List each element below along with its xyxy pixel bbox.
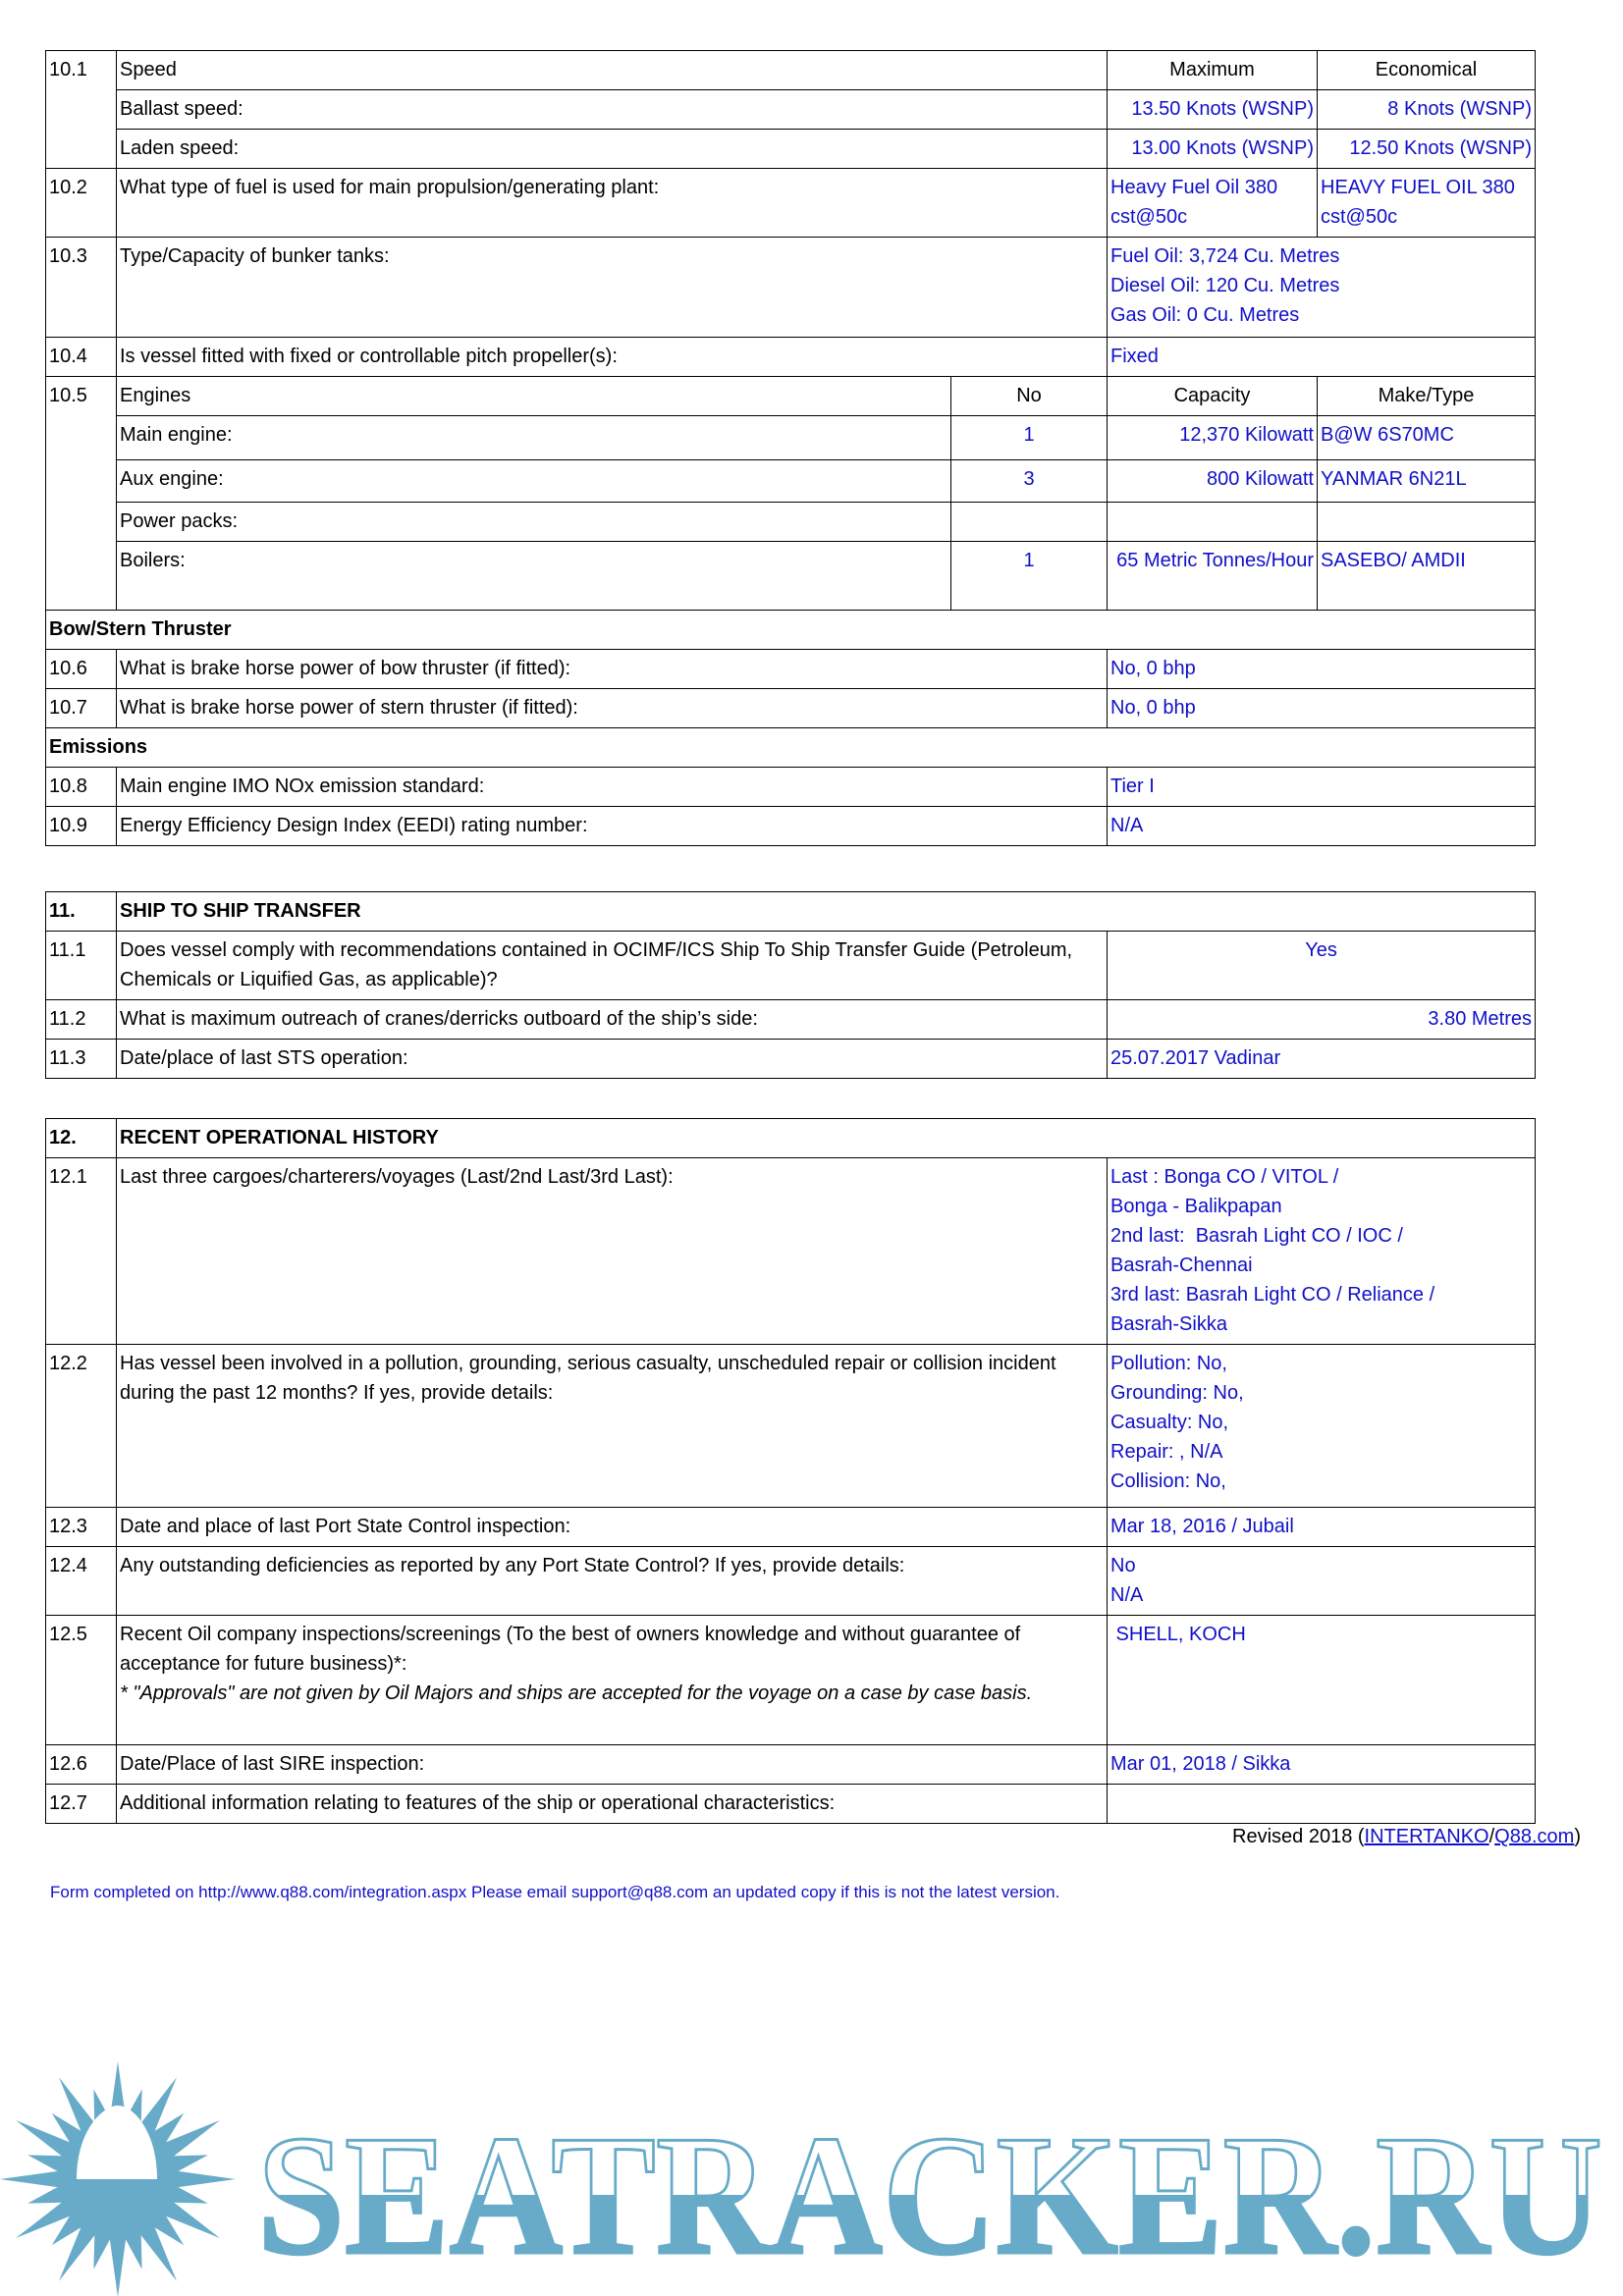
row-label: Main engine IMO NOx emission standard: [117, 768, 1108, 807]
row-label: Laden speed: [117, 130, 1108, 169]
section-header-row [46, 1119, 1536, 1158]
engine-capacity [1108, 503, 1318, 542]
watermark-text: SEATRACKER.RU [257, 2100, 1602, 2290]
row-value [1108, 1158, 1536, 1345]
section-title: RECENT OPERATIONAL HISTORY [117, 1119, 1536, 1158]
row-value [1108, 1785, 1536, 1824]
engine-make: B@W 6S70MC [1318, 416, 1536, 460]
row-label: What is brake horse power of stern thruster (if fitted): [117, 689, 1108, 728]
nox-standard-value: Tier I [1108, 768, 1536, 807]
row-10-6 [46, 650, 1536, 689]
engine-label: Aux engine: [117, 460, 951, 503]
bunker-capacity-value [1108, 238, 1536, 338]
column-header-no: No [951, 377, 1108, 416]
separator: / [1488, 1826, 1495, 1847]
last-sts-value: 25.07.2017 Vadinar [1108, 1040, 1536, 1079]
row-value [1108, 1616, 1536, 1745]
row-10-7 [46, 689, 1536, 728]
engine-count: 1 [951, 542, 1108, 611]
section-12-table [45, 1118, 1536, 1824]
engine-label: Boilers: [117, 542, 951, 611]
section-10-table [45, 50, 1536, 846]
section-11-table [45, 891, 1536, 1079]
row-10-4 [46, 338, 1536, 377]
laden-speed-max: 13.00 Knots (WSNP) [1108, 130, 1318, 169]
row-10-5 [46, 377, 1536, 416]
row-number: 10.2 [46, 169, 117, 238]
gas-oil-capacity: Gas Oil: 0 Cu. Metres [1110, 304, 1300, 326]
intertanko-link[interactable]: INTERTANKO [1364, 1826, 1489, 1847]
propeller-value: Fixed [1108, 338, 1536, 377]
row-label: Ballast speed: [117, 90, 1108, 130]
engine-count: 1 [951, 416, 1108, 460]
row-label: Last three cargoes/charterers/voyages (Last/2nd Last/3rd Last): [120, 1166, 674, 1188]
row-number: 12.1 [46, 1158, 117, 1345]
engine-row [46, 503, 1536, 542]
row-12-7 [46, 1785, 1536, 1824]
section-subheader: Bow/Stern Thruster [46, 611, 1536, 650]
row-ballast-speed [46, 90, 1536, 130]
row-12-5 [46, 1616, 1536, 1745]
row-10-2 [46, 169, 1536, 238]
row-number: 10.6 [46, 650, 117, 689]
engine-make: SASEBO/ AMDII [1318, 542, 1536, 611]
value-line: Basrah-Chennai [1110, 1255, 1253, 1276]
row-number: 12.3 [46, 1508, 117, 1547]
row-label: Has vessel been involved in a pollution, grounding, serious casualty, unscheduled repair or collision incident during the past 12 months? If yes, provide details: [120, 1353, 1056, 1404]
row-10-8 [46, 768, 1536, 807]
row-label: Any outstanding deficiencies as reported by any Port State Control? If yes, provide details: [120, 1555, 905, 1576]
seatracker-watermark-logo [0, 2061, 1623, 2296]
row-number: 10.4 [46, 338, 117, 377]
row-label-cell [117, 1785, 1108, 1824]
row-value [1108, 1547, 1536, 1616]
fuel-type-max: Heavy Fuel Oil 380 cst@50c [1108, 169, 1318, 238]
row-label: What type of fuel is used for main propulsion/generating plant: [117, 169, 1108, 238]
value-line: Mar 01, 2018 / Sikka [1110, 1753, 1291, 1775]
row-11-1 [46, 932, 1536, 1000]
value-line: No [1110, 1555, 1136, 1576]
row-12-1 [46, 1158, 1536, 1345]
row-number: 11.3 [46, 1040, 117, 1079]
value-line: 2nd last: Basrah Light CO / IOC / [1110, 1225, 1403, 1247]
section-subheader: Emissions [46, 728, 1536, 768]
row-number: 12.5 [46, 1616, 117, 1745]
row-label: Energy Efficiency Design Index (EEDI) rating number: [117, 807, 1108, 846]
engine-capacity: 12,370 Kilowatt [1108, 416, 1318, 460]
row-label-cell [117, 1745, 1108, 1785]
section-title: SHIP TO SHIP TRANSFER [117, 892, 1536, 932]
ballast-speed-eco: 8 Knots (WSNP) [1318, 90, 1536, 130]
column-header-economical: Economical [1318, 51, 1536, 90]
engine-capacity: 800 Kilowatt [1108, 460, 1318, 503]
row-12-3 [46, 1508, 1536, 1547]
row-10-3 [46, 238, 1536, 338]
row-number: 10.9 [46, 807, 117, 846]
row-label-cell [117, 1158, 1108, 1345]
row-number: 10.3 [46, 238, 117, 338]
row-10-1 [46, 51, 1536, 90]
value-line: Last : Bonga CO / VITOL / [1110, 1166, 1339, 1188]
sts-guide-compliance-value: Yes [1108, 932, 1536, 1000]
stern-thruster-value: No, 0 bhp [1108, 689, 1536, 728]
emissions-header-row [46, 728, 1536, 768]
row-label: Date/Place of last SIRE inspection: [120, 1753, 425, 1775]
bow-thruster-value: No, 0 bhp [1108, 650, 1536, 689]
value-line: SHELL, KOCH [1110, 1624, 1246, 1645]
row-label: Additional information relating to features of the ship or operational characteristics: [120, 1792, 836, 1814]
section-number: 12. [46, 1119, 117, 1158]
form-completion-note: Form completed on http://www.q88.com/integration.aspx Please email support@q88.com an updated copy if this is not the latest version. [50, 1883, 1060, 1901]
eedi-value: N/A [1108, 807, 1536, 846]
row-label-cell [117, 1345, 1108, 1508]
row-number: 10.8 [46, 768, 117, 807]
row-value [1108, 1508, 1536, 1547]
value-line: Repair: , N/A [1110, 1441, 1223, 1463]
row-12-4 [46, 1547, 1536, 1616]
row-label: Does vessel comply with recommendations contained in OCIMF/ICS Ship To Ship Transfer Guide (Petroleum, Chemicals or Liquified Gas, as applicable)? [117, 932, 1108, 1000]
laden-speed-eco: 12.50 Knots (WSNP) [1318, 130, 1536, 169]
row-number: 11.2 [46, 1000, 117, 1040]
value-line: Mar 18, 2016 / Jubail [1110, 1516, 1294, 1537]
row-label: Speed [117, 51, 1108, 90]
value-line: N/A [1110, 1584, 1144, 1606]
value-line: Pollution: No, [1110, 1353, 1227, 1374]
row-label: Type/Capacity of bunker tanks: [117, 238, 1108, 338]
row-label-cell [117, 1616, 1108, 1745]
revised-suffix: ) [1574, 1826, 1581, 1847]
row-label: Is vessel fitted with fixed or controllable pitch propeller(s): [117, 338, 1108, 377]
row-label: Date and place of last Port State Control inspection: [120, 1516, 571, 1537]
revision-note [1232, 1826, 1581, 1848]
row-number: 12.4 [46, 1547, 117, 1616]
engine-make: YANMAR 6N21L [1318, 460, 1536, 503]
row-number: 12.2 [46, 1345, 117, 1508]
engine-row [46, 542, 1536, 611]
engine-capacity: 65 Metric Tonnes/Hour [1108, 542, 1318, 611]
row-note: * "Approvals" are not given by Oil Majors and ships are accepted for the voyage on a case by case basis. [120, 1682, 1033, 1704]
row-number: 10.1 [46, 51, 117, 169]
row-12-6 [46, 1745, 1536, 1785]
row-11-3 [46, 1040, 1536, 1079]
row-label-cell [117, 1547, 1108, 1616]
column-header-capacity: Capacity [1108, 377, 1318, 416]
q88-link[interactable]: Q88.com [1494, 1826, 1575, 1847]
column-header-maximum: Maximum [1108, 51, 1318, 90]
row-number: 11.1 [46, 932, 117, 1000]
row-label-cell [117, 1508, 1108, 1547]
row-laden-speed [46, 130, 1536, 169]
value-line: 3rd last: Basrah Light CO / Reliance / [1110, 1284, 1435, 1306]
row-12-2 [46, 1345, 1536, 1508]
column-header-make-type: Make/Type [1318, 377, 1536, 416]
value-line: Grounding: No, [1110, 1382, 1244, 1404]
crane-outreach-value: 3.80 Metres [1108, 1000, 1536, 1040]
fuel-type-eco: HEAVY FUEL OIL 380 cst@50c [1318, 169, 1536, 238]
fuel-oil-capacity: Fuel Oil: 3,724 Cu. Metres [1110, 245, 1340, 267]
row-label: Date/place of last STS operation: [117, 1040, 1108, 1079]
engine-label: Power packs: [117, 503, 951, 542]
engine-label: Main engine: [117, 416, 951, 460]
value-line: Collision: No, [1110, 1470, 1226, 1492]
engine-count: 3 [951, 460, 1108, 503]
sun-icon [0, 2061, 236, 2296]
diesel-oil-capacity: Diesel Oil: 120 Cu. Metres [1110, 275, 1340, 296]
value-line: Basrah-Sikka [1110, 1313, 1227, 1335]
row-11-2 [46, 1000, 1536, 1040]
engine-count [951, 503, 1108, 542]
ballast-speed-max: 13.50 Knots (WSNP) [1108, 90, 1318, 130]
row-10-9 [46, 807, 1536, 846]
row-label: Recent Oil company inspections/screenings (To the best of owners knowledge and without guarantee of acceptance for future business)*: [120, 1624, 1021, 1675]
row-value [1108, 1745, 1536, 1785]
engine-make [1318, 503, 1536, 542]
value-line: Bonga - Balikpapan [1110, 1196, 1282, 1217]
row-label: What is brake horse power of bow thruster (if fitted): [117, 650, 1108, 689]
section-header-row [46, 892, 1536, 932]
row-number: 10.7 [46, 689, 117, 728]
thruster-header-row [46, 611, 1536, 650]
row-number: 12.6 [46, 1745, 117, 1785]
row-number: 10.5 [46, 377, 117, 611]
row-label: What is maximum outreach of cranes/derricks outboard of the ship’s side: [117, 1000, 1108, 1040]
value-line: Casualty: No, [1110, 1412, 1229, 1433]
row-label: Engines [117, 377, 951, 416]
engine-row [46, 416, 1536, 460]
row-value [1108, 1345, 1536, 1508]
section-number: 11. [46, 892, 117, 932]
revised-prefix: Revised 2018 ( [1232, 1826, 1365, 1847]
row-number: 12.7 [46, 1785, 117, 1824]
engine-row [46, 460, 1536, 503]
